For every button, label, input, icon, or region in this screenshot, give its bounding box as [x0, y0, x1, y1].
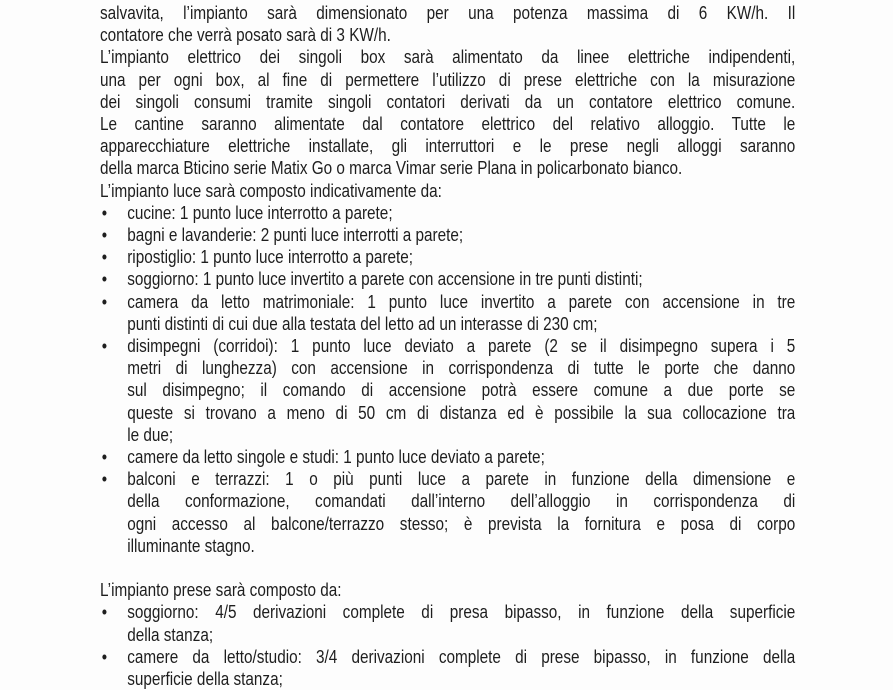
text-line: salvavita, l’impianto sarà dimensionato per una potenza massima di 6 KW/h. Il [100, 3, 796, 23]
text-line: superficie della stanza; [127, 669, 283, 690]
paragraph [100, 46, 795, 179]
text-lines [127, 202, 795, 224]
text-line: Le cantine saranno alimentate dal contatore elettrico del relativo alloggio. Tutte le [100, 114, 796, 135]
bullet-icon: • [101, 602, 108, 623]
bullet-icon: • [101, 247, 108, 268]
text-lines [100, 180, 795, 202]
text-line: soggiorno: 1 punto luce invertito a parete con accensione in tre punti distinti; [127, 269, 643, 290]
text-lines [100, 46, 795, 179]
text-line: della marca Bticino serie Matix Go o marca Vimar serie Plana in policarbonato bianco. [100, 158, 683, 179]
list-item [100, 291, 795, 335]
text-line: ripostiglio: 1 punto luce interrotto a parete; [127, 247, 413, 268]
document-body [100, 2, 795, 690]
text-lines [127, 646, 795, 690]
text-line: le due; [127, 424, 174, 445]
text-line: illuminante stagno. [127, 535, 255, 556]
bullet-icon: • [101, 269, 108, 290]
list-item [100, 246, 795, 268]
text-line: sul disimpegno; il comando di accensione potrà essere comune a due porte se [127, 380, 796, 401]
text-line: camera da letto matrimoniale: 1 punto luce invertito a parete con accensione in tre [127, 291, 796, 312]
text-line: punti distinti di cui due alla testata del letto ad un interasse di 230 cm; [127, 313, 598, 334]
text-line: L’impianto prese sarà composto da: [100, 580, 342, 601]
list-item [100, 646, 795, 690]
text-line: soggiorno: 4/5 derivazioni complete di presa bipasso, in funzione della superficie [127, 602, 796, 623]
text-lines [100, 2, 795, 46]
text-line: apparecchiature elettriche installate, gli interruttori e le prese negli alloggi saranno [100, 136, 796, 157]
text-line: una per ogni box, al fine di permettere l’utilizzo di prese elettriche con la misurazione [100, 69, 796, 90]
bullet-icon: • [101, 202, 108, 223]
list-item [100, 446, 795, 468]
list-item [100, 268, 795, 290]
text-line: balconi e terrazzi: 1 o più punti luce a parete in funzione della dimensione e [127, 469, 796, 490]
list-item [100, 468, 795, 557]
text-line: disimpegni (corridoi): 1 punto luce deviato a parete (2 se il disimpegno supera i 5 [127, 336, 796, 357]
paragraph [100, 2, 795, 46]
text-line: ogni accesso al balcone/terrazzo stesso; è prevista la fornitura e posa di corpo [127, 513, 796, 534]
text-line: cucine: 1 punto luce interrotto a parete; [127, 202, 393, 223]
text-lines [127, 446, 795, 468]
text-line: della conformazione, comandati dall’interno dell’alloggio in corrispondenza di [127, 491, 796, 512]
bullet-icon: • [101, 646, 108, 667]
text-line: metri di lunghezza) con accensione in corrispondenza di tutte le porte che danno [127, 358, 796, 379]
text-line: camere da letto singole e studi: 1 punto luce deviato a parete; [127, 447, 545, 468]
bullet-icon: • [101, 225, 108, 246]
text-lines [127, 291, 795, 335]
text-line: camere da letto/studio: 3/4 derivazioni complete di prese bipasso, in funzione della [127, 646, 796, 667]
text-lines [127, 601, 795, 645]
list-item [100, 335, 795, 446]
text-line: bagni e lavanderie: 2 punti luce interrotti a parete; [127, 225, 464, 246]
text-lines [127, 335, 795, 446]
list-item [100, 202, 795, 224]
bullet-icon: • [101, 447, 108, 468]
paragraph [100, 579, 795, 601]
bullet-icon: • [101, 469, 108, 490]
text-lines [127, 224, 795, 246]
text-line: L’impianto luce sarà composto indicativamente da: [100, 180, 442, 201]
paragraph-spacer [100, 557, 795, 579]
text-lines [127, 246, 795, 268]
text-line: L’impianto elettrico dei singoli box sarà alimentato da linee elettriche indipendenti, [100, 47, 796, 68]
text-line: contatore che verrà posato sarà di 3 KW/h. [100, 25, 391, 46]
list-item [100, 224, 795, 246]
bullet-icon: • [101, 336, 108, 357]
list-item [100, 601, 795, 645]
paragraph [100, 180, 795, 202]
text-line: queste si trovano a meno di 50 cm di distanza ed è possibile la sua collocazione tra [127, 402, 796, 423]
text-line: dei singoli consumi tramite singoli contatori derivati da un contatore elettrico comune. [100, 91, 796, 112]
text-lines [100, 579, 795, 601]
bullet-icon: • [101, 291, 108, 312]
text-line: della stanza; [127, 624, 214, 645]
text-lines [127, 468, 795, 557]
text-lines [127, 268, 795, 290]
